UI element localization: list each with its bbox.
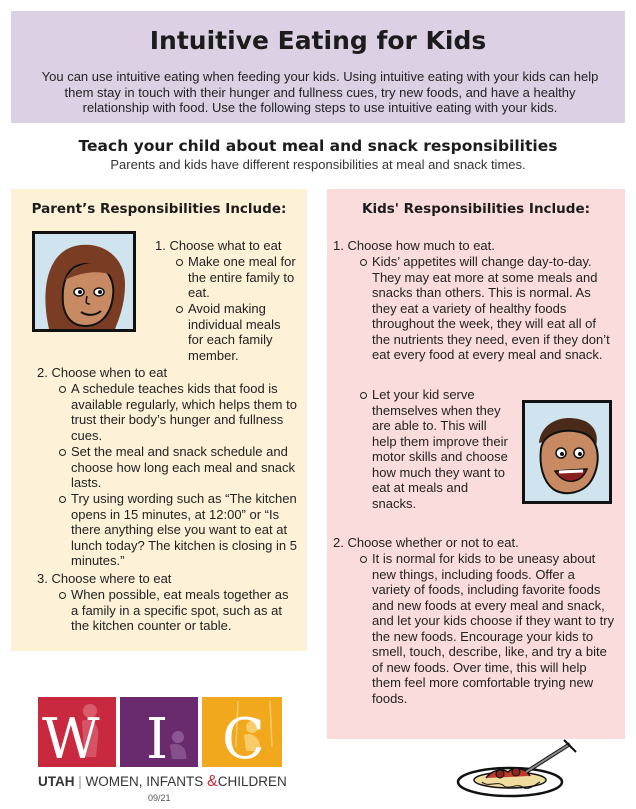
parent-panel-title: Parent’s Responsibilities Include: [31,201,287,217]
parent-step-3: 3. Choose where to eat [37,571,172,586]
logo-wordmark [38,773,287,791]
logo-divider: | [78,774,82,789]
page-title: Intuitive Eating for Kids [149,26,487,55]
parent-step-1-bullet-1: Make one meal for the entire family to eat. [188,254,298,301]
logo-org-part1: WOMEN, INFANTS [85,774,208,789]
spaghetti-plate-illustration [452,738,582,805]
logo-state: UTAH [38,774,75,789]
parent-step-2-bullet-3: Try using wording such as “The kitchen opens in 15 minutes, at 12:00” or “Is there anything else you want to eat at lunch today? The kitchen is closing in 5 minutes.” [71,491,299,569]
kids-step-2: 2. Choose whether or not to eat. [333,535,519,550]
parent-responsibilities-panel [11,189,307,651]
logo-letter-i: I [146,707,169,772]
kids-step-1-bullet-1: Kids’ appetites will change day-to-day. They may eat more at some meals and snacks than others. This is normal. As they eat a variety of healthy foods throughout the week, they will eat all of the nutrients they need, even if they don’t eat every food at every meal and snack. [372,254,616,363]
parent-step-1-bullet-2: Avoid making individual meals for each family member. [188,301,298,363]
kids-step-1: 1. Choose how much to eat. [333,238,495,253]
parent-step-3-bullet-1: When possible, eat meals together as a family in a specific spot, such as at the kitchen counter or table. [71,587,299,634]
logo-org-part2: CHILDREN [217,774,287,789]
parent-step-2-bullet-1: A schedule teaches kids that food is available regularly, which helps them to trust their body’s hunger and fullness cues. [71,381,299,443]
revision-date: 09/21 [148,793,171,803]
intro-text: You can use intuitive eating when feeding your kids. Using intuitive eating with your kids can help them stay in touch with their hunger and fullness cues, try new foods, and have a healthy relationship with food. Use the following steps to use intuitive eating with your kids. [41,69,599,115]
wic-logo [38,697,287,805]
parent-illustration [32,231,136,332]
section-title: Teach your child about meal and snack responsibilities [78,137,558,155]
logo-letter-c: C [222,707,265,772]
logo-ampersand: & [207,773,218,790]
section-subtitle: Parents and kids have different responsibilities at meal and snack times. [110,157,526,172]
logo-letter-w: W [42,707,100,772]
parent-step-1: 1. Choose what to eat [155,238,282,253]
kids-step-1-bullet-2: Let your kid serve themselves when they are able to. This will help them improve their motor skills and choose how much they want to eat at meals and snacks. [372,387,510,511]
kids-step-2-bullet-1: It is normal for kids to be uneasy about new things, including foods. Offer a variety of foods, including favorite foods and new foods at every meal and snack, and let your kids choose if they want to try the new foods. Encourage your kids to smell, touch, describe, like, and try a bite of new foods. Over time, this will help them feel more comfortable trying new foods. [372,551,615,706]
parent-step-2-bullet-2: Set the meal and snack schedule and choose how long each meal and snack lasts. [71,444,299,491]
kid-illustration [522,400,612,504]
header-banner [11,11,625,123]
kids-responsibilities-panel [327,189,625,739]
parent-step-2: 2. Choose when to eat [37,365,168,380]
kids-panel-title: Kids' Responsibilities Include: [361,201,591,217]
